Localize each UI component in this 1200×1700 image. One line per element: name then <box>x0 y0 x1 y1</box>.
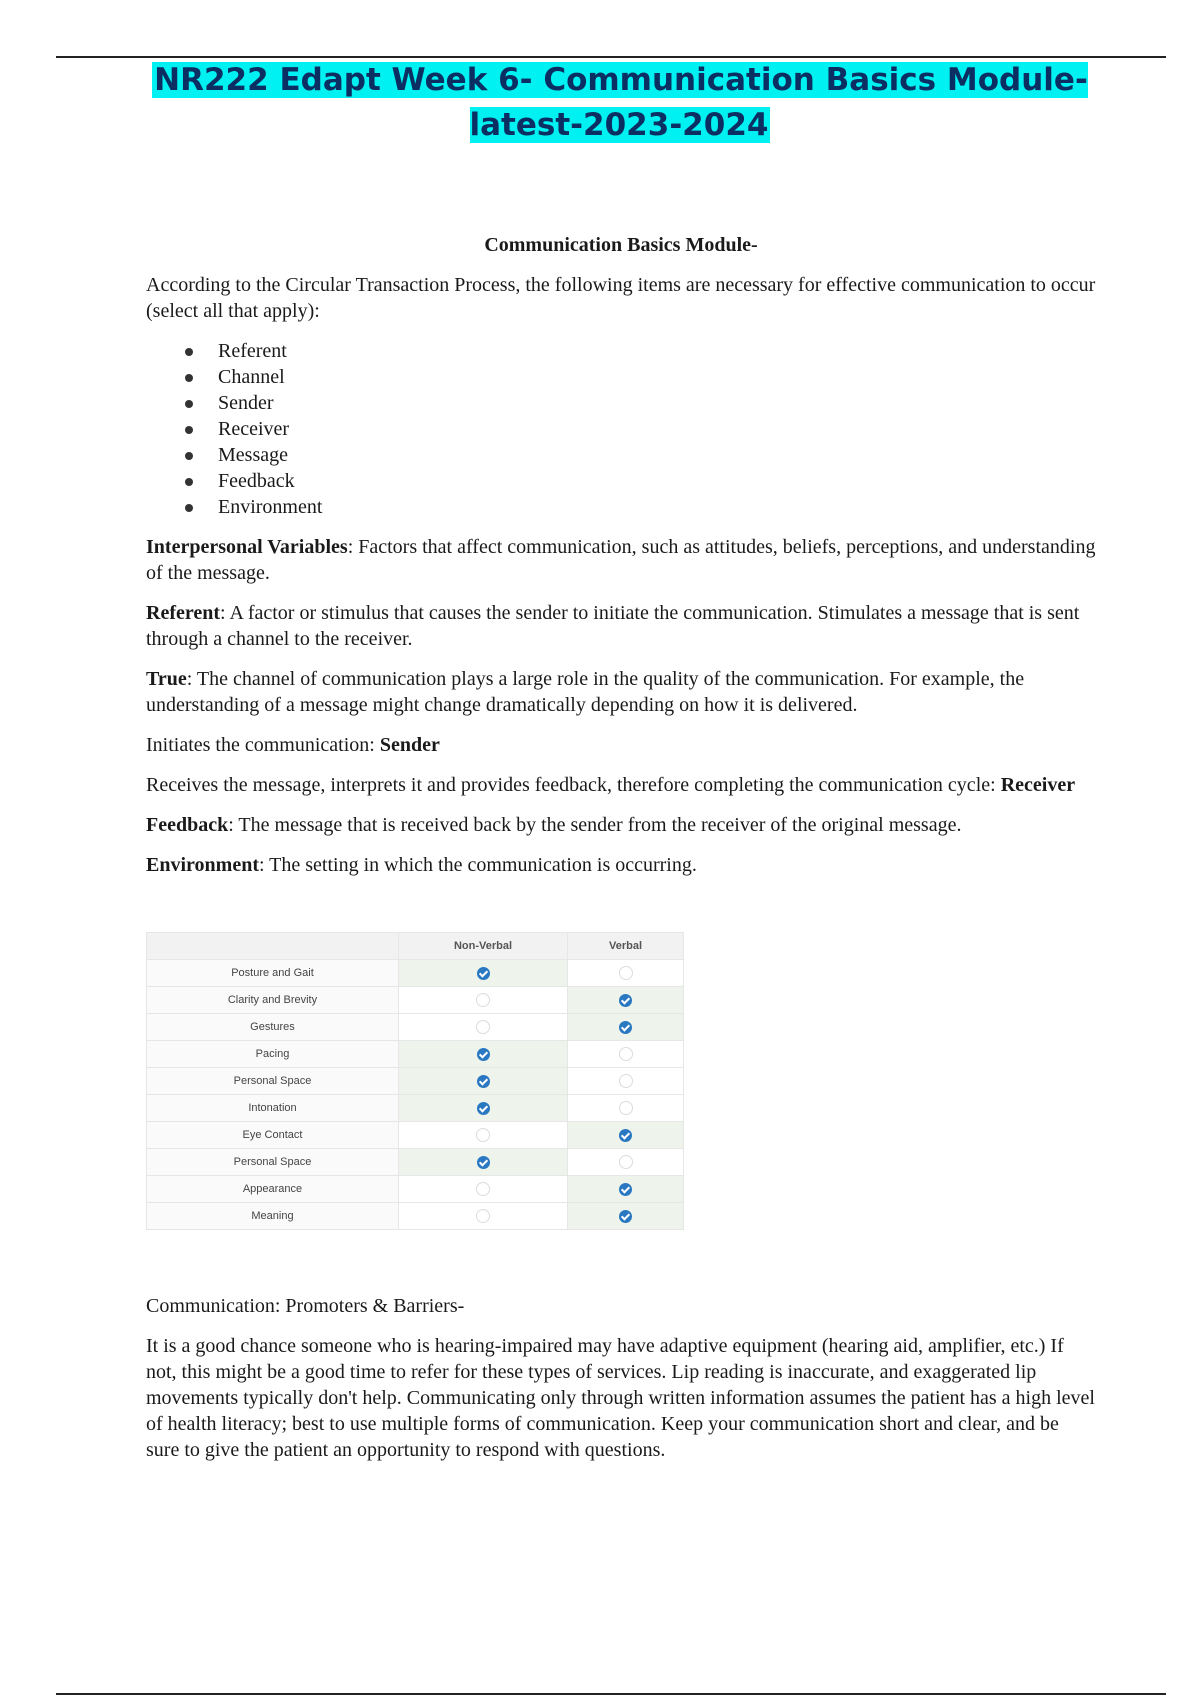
nonverbal-cell[interactable] <box>399 1014 568 1041</box>
bottom-rule <box>56 1693 1166 1695</box>
environment-line <box>146 852 1096 878</box>
table-row-label: Gestures <box>147 1014 399 1041</box>
promoters-paragraph: It is a good chance someone who is hearing-impaired may have adaptive equipment (hearing aid, amplifier, etc.) If not, this might be a good time to refer for these types of services. Lip reading is inaccurate, and exaggerated lip movements typically don't help. Communicating only through written information assumes the patient has a high level of health literacy; best to use multiple forms of communication. Keep your communication short and clear, and be sure to give the patient an opportunity to respond with questions. <box>146 1335 1095 1461</box>
list-item: Channel <box>146 364 1096 390</box>
nonverbal-cell[interactable] <box>399 1068 568 1095</box>
initiates-line <box>146 732 1096 758</box>
empty-radio-icon[interactable] <box>619 1101 633 1115</box>
table-row <box>147 1068 684 1095</box>
nonverbal-cell[interactable] <box>399 1176 568 1203</box>
checked-radio-icon[interactable] <box>477 967 490 980</box>
checked-radio-icon[interactable] <box>619 1129 632 1142</box>
definition-text: : The channel of communication plays a large role in the quality of the communication. For example, the understanding of a message might change dramatically depending on how it is delivered. <box>146 668 1025 716</box>
list-item: Sender <box>146 390 1096 416</box>
empty-radio-icon[interactable] <box>619 1047 633 1061</box>
verbal-cell[interactable] <box>568 1176 684 1203</box>
table-row <box>147 1122 684 1149</box>
list-item: Referent <box>146 338 1096 364</box>
list-item: Environment <box>146 494 1096 520</box>
definition-referent <box>146 600 1096 652</box>
initiates-answer: Sender <box>379 734 440 756</box>
nonverbal-cell[interactable] <box>399 960 568 987</box>
verbal-cell[interactable] <box>568 960 684 987</box>
nonverbal-cell[interactable] <box>399 1095 568 1122</box>
table-row-label: Meaning <box>147 1203 399 1230</box>
verbal-nonverbal-table <box>146 932 684 1230</box>
empty-radio-icon[interactable] <box>619 1074 633 1088</box>
nonverbal-cell[interactable] <box>399 987 568 1014</box>
table-header-blank <box>147 933 399 960</box>
table-row <box>147 1203 684 1230</box>
table-row-label: Intonation <box>147 1095 399 1122</box>
answer-list <box>146 338 1096 520</box>
verbal-cell[interactable] <box>568 1068 684 1095</box>
table-header-verbal: Verbal <box>568 933 684 960</box>
list-item: Message <box>146 442 1096 468</box>
question-intro: According to the Circular Transaction Process, the following items are necessary for effective communication to occur (select all that apply): <box>146 274 1096 322</box>
empty-radio-icon[interactable] <box>476 1128 490 1142</box>
table-row-label: Eye Contact <box>147 1122 399 1149</box>
verbal-cell[interactable] <box>568 1122 684 1149</box>
document-title-text: NR222 Edapt Week 6- Communication Basics Module-latest-2023-2024 <box>154 62 1088 143</box>
definition-interpersonal <box>146 534 1096 586</box>
promoters-section <box>146 1293 1096 1477</box>
feedback-text: : The message that is received back by the sender from the receiver of the original message. <box>228 814 962 836</box>
promoters-heading: Communication: Promoters & Barriers- <box>146 1295 465 1317</box>
table-row-label: Clarity and Brevity <box>147 987 399 1014</box>
verbal-cell[interactable] <box>568 1041 684 1068</box>
checked-radio-icon[interactable] <box>477 1156 490 1169</box>
document-title <box>100 58 1140 148</box>
table-row <box>147 960 684 987</box>
feedback-line <box>146 812 1096 838</box>
verbal-cell[interactable] <box>568 1014 684 1041</box>
table-row <box>147 1014 684 1041</box>
nonverbal-cell[interactable] <box>399 1041 568 1068</box>
checked-radio-icon[interactable] <box>477 1048 490 1061</box>
definition-text: : Factors that affect communication, such as attitudes, beliefs, perceptions, and understanding of the message. <box>146 536 1096 584</box>
checked-radio-icon[interactable] <box>477 1075 490 1088</box>
receives-answer: Receiver <box>1000 774 1076 796</box>
definition-text: : A factor or stimulus that causes the sender to initiate the communication. Stimulates a message that is sent through a channel to the receiver. <box>146 602 1080 650</box>
nonverbal-cell[interactable] <box>399 1122 568 1149</box>
initiates-text: Initiates the communication: <box>146 734 380 756</box>
document-body <box>146 232 1096 892</box>
list-item: Receiver <box>146 416 1096 442</box>
environment-term: Environment <box>146 854 259 876</box>
receives-line <box>146 772 1096 798</box>
table-row-label: Pacing <box>147 1041 399 1068</box>
definition-term: Interpersonal Variables <box>146 536 348 558</box>
table-row-label: Appearance <box>147 1176 399 1203</box>
empty-radio-icon[interactable] <box>619 966 633 980</box>
table-header-row <box>147 933 684 960</box>
definition-term: Referent <box>146 602 221 624</box>
definition-term: True <box>146 668 187 690</box>
list-item: Feedback <box>146 468 1096 494</box>
table-row <box>147 987 684 1014</box>
table-row <box>147 1095 684 1122</box>
checked-radio-icon[interactable] <box>619 994 632 1007</box>
table-header-nonverbal: Non-Verbal <box>399 933 568 960</box>
verbal-cell[interactable] <box>568 1149 684 1176</box>
nonverbal-cell[interactable] <box>399 1203 568 1230</box>
verbal-cell[interactable] <box>568 1203 684 1230</box>
verbal-cell[interactable] <box>568 987 684 1014</box>
definition-true <box>146 666 1096 718</box>
checked-radio-icon[interactable] <box>619 1183 632 1196</box>
empty-radio-icon[interactable] <box>619 1155 633 1169</box>
checked-radio-icon[interactable] <box>619 1210 632 1223</box>
environment-text: : The setting in which the communication is occurring. <box>258 854 697 876</box>
nonverbal-cell[interactable] <box>399 1149 568 1176</box>
table-row-label: Posture and Gait <box>147 960 399 987</box>
empty-radio-icon[interactable] <box>476 1020 490 1034</box>
checked-radio-icon[interactable] <box>477 1102 490 1115</box>
receives-text: Receives the message, interprets it and provides feedback, therefore completing the communication cycle: <box>146 774 1001 796</box>
empty-radio-icon[interactable] <box>476 1182 490 1196</box>
verbal-cell[interactable] <box>568 1095 684 1122</box>
table-row <box>147 1041 684 1068</box>
table-row <box>147 1149 684 1176</box>
empty-radio-icon[interactable] <box>476 993 490 1007</box>
table-row-label: Personal Space <box>147 1068 399 1095</box>
feedback-term: Feedback <box>146 814 229 836</box>
table-row-label: Personal Space <box>147 1149 399 1176</box>
checked-radio-icon[interactable] <box>619 1021 632 1034</box>
module-heading: Communication Basics Module- <box>484 234 758 256</box>
table-row <box>147 1176 684 1203</box>
empty-radio-icon[interactable] <box>476 1209 490 1223</box>
table-body <box>147 960 684 1230</box>
